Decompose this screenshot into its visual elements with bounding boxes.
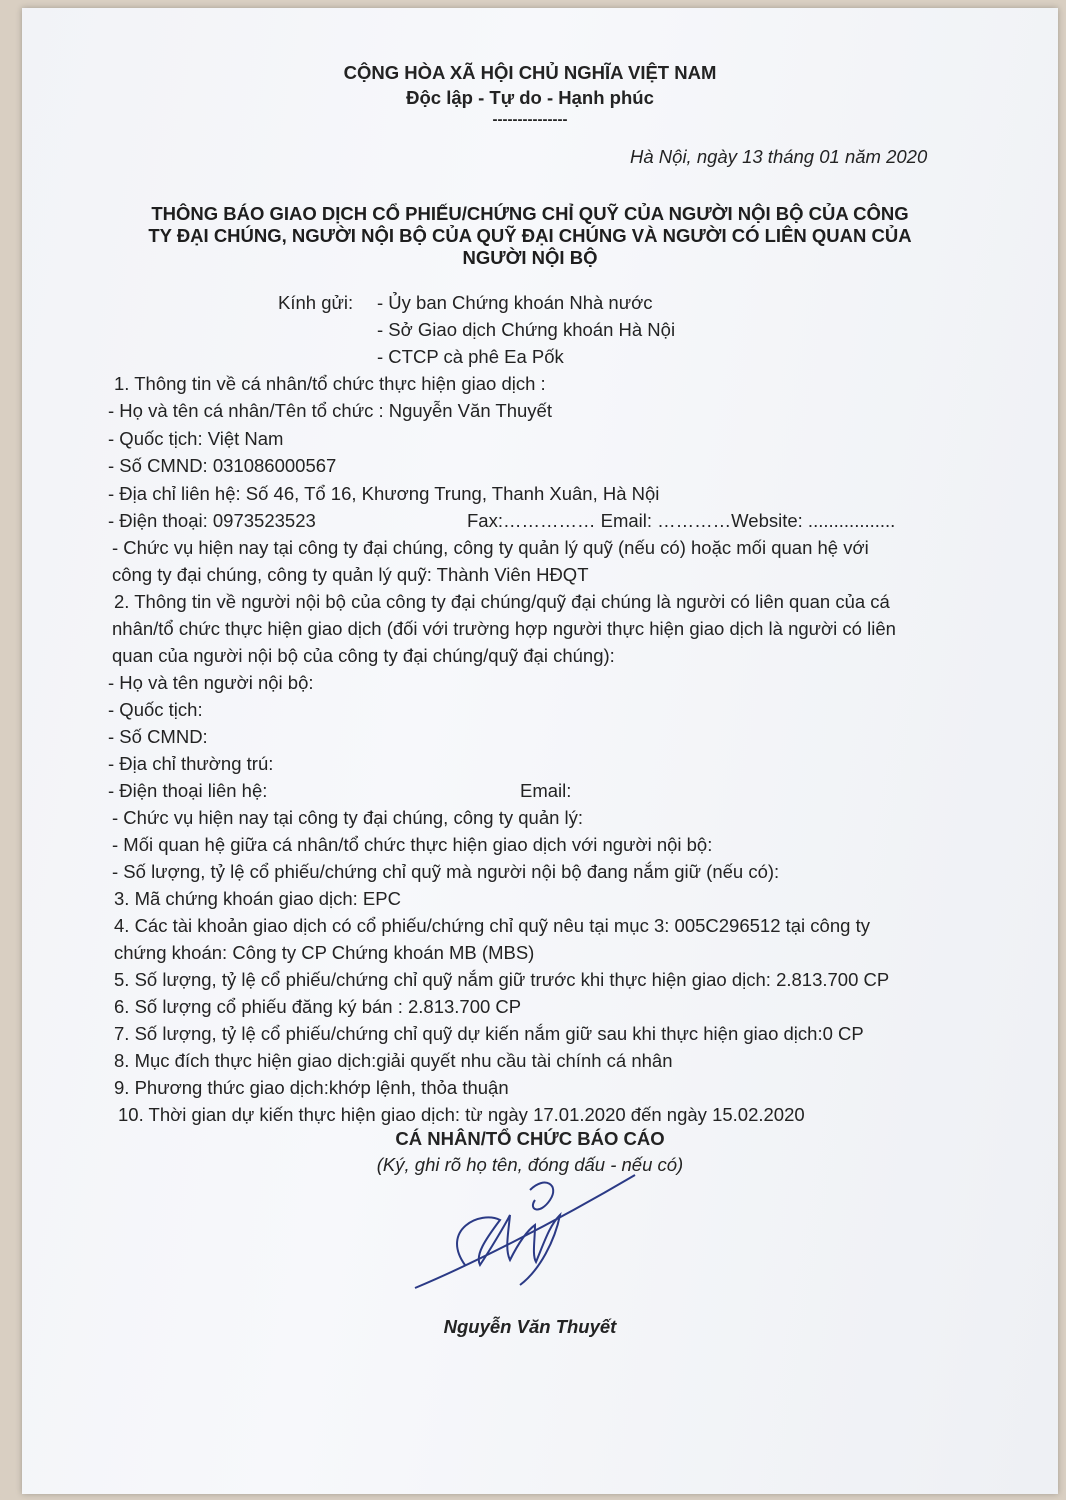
section1-id: - Số CMND: 031086000567 bbox=[108, 455, 337, 476]
motto: Độc lập - Tự do - Hạnh phúc bbox=[406, 87, 654, 108]
document-title-line-1: THÔNG BÁO GIAO DỊCH CỔ PHIẾU/CHỨNG CHỈ QUỸ CỦA NGƯỜI NỘI BỘ CỦA CÔNG bbox=[151, 203, 909, 224]
document-title-line-2: TY ĐẠI CHÚNG, NGƯỜI NỘI BỘ CỦA QUỸ ĐẠI CHÚNG VÀ NGƯỜI CÓ LIÊN QUAN CỦA bbox=[148, 225, 912, 246]
section1-position-line-2: công ty đại chúng, công ty quản lý quỹ: Thành Viên HĐQT bbox=[112, 564, 589, 585]
signature-note: (Ký, ghi rõ họ tên, đóng dấu - nếu có) bbox=[376, 1154, 684, 1175]
section2-heading-line-3: quan của người nội bộ của công ty đại chúng/quỹ đại chúng): bbox=[112, 645, 615, 666]
section1-address: - Địa chỉ liên hệ: Số 46, Tổ 16, Khương Trung, Thanh Xuân, Hà Nội bbox=[108, 483, 660, 504]
document-title-line-3: NGƯỜI NỘI BỘ bbox=[462, 247, 598, 268]
recipients-label: Kính gửi: bbox=[278, 292, 354, 313]
section1-nationality: - Quốc tịch: Việt Nam bbox=[108, 428, 284, 449]
section1-name: - Họ và tên cá nhân/Tên tổ chức : Nguyễn Văn Thuyết bbox=[108, 400, 552, 421]
item-4-account-line-2: chứng khoán: Công ty CP Chứng khoán MB (MBS) bbox=[114, 942, 535, 963]
section2-heading-line-1: 2. Thông tin về người nội bộ của công ty đại chúng/quỹ đại chúng là người có liên quan của cá bbox=[114, 591, 890, 612]
item-6-registered-sale: 6. Số lượng cổ phiếu đăng ký bán : 2.813.700 CP bbox=[114, 996, 522, 1017]
item-8-purpose: 8. Mục đích thực hiện giao dịch:giải quyết nhu cầu tài chính cá nhân bbox=[114, 1050, 673, 1071]
item-5-holding-before: 5. Số lượng, tỷ lệ cổ phiếu/chứng chỉ quỹ nắm giữ trước khi thực hiện giao dịch: 2.813.700 CP bbox=[114, 969, 890, 990]
item-7-holding-after: 7. Số lượng, tỷ lệ cổ phiếu/chứng chỉ quỹ dự kiến nắm giữ sau khi thực hiện giao dịch:0 CP bbox=[114, 1023, 864, 1044]
recipient-item: - Sở Giao dịch Chứng khoán Hà Nội bbox=[377, 319, 676, 340]
section2-email: Email: bbox=[520, 780, 572, 801]
section2-id: - Số CMND: bbox=[108, 726, 208, 747]
section1-position-line-1: - Chức vụ hiện nay tại công ty đại chúng, công ty quản lý quỹ (nếu có) hoặc mối quan hệ với bbox=[112, 537, 869, 558]
section1-fax-email-website: Fax:…………… Email: …………Website: ................. bbox=[467, 510, 896, 531]
item-9-method: 9. Phương thức giao dịch:khớp lệnh, thỏa thuận bbox=[114, 1077, 509, 1098]
item-10-period: 10. Thời gian dự kiến thực hiện giao dịch: từ ngày 17.01.2020 đến ngày 15.02.2020 bbox=[118, 1104, 805, 1125]
section2-relation: - Mối quan hệ giữa cá nhân/tổ chức thực hiện giao dịch với người nội bộ: bbox=[112, 834, 713, 855]
signer-name: Nguyễn Văn Thuyết bbox=[443, 1316, 617, 1337]
recipient-item: - Ủy ban Chứng khoán Nhà nước bbox=[377, 292, 653, 313]
section2-position: - Chức vụ hiện nay tại công ty đại chúng, công ty quản lý: bbox=[112, 807, 584, 828]
item-3-ticker: 3. Mã chứng khoán giao dịch: EPC bbox=[114, 888, 401, 909]
section1-phone: - Điện thoại: 0973523523 bbox=[108, 510, 316, 531]
section1-heading: 1. Thông tin về cá nhân/tổ chức thực hiện giao dịch : bbox=[114, 373, 546, 394]
section2-heading-line-2: nhân/tổ chức thực hiện giao dịch (đối với trường hợp người thực hiện giao dịch là người có liên bbox=[112, 618, 896, 639]
section2-address: - Địa chỉ thường trú: bbox=[108, 753, 274, 774]
section2-nationality: - Quốc tịch: bbox=[108, 699, 203, 720]
item-4-account-line-1: 4. Các tài khoản giao dịch có cổ phiếu/chứng chỉ quỹ nêu tại mục 3: 005C296512 tại công ty bbox=[114, 915, 870, 936]
handwritten-signature bbox=[410, 1170, 640, 1290]
recipient-item: - CTCP cà phê Ea Pốk bbox=[377, 346, 564, 367]
country-header: CỘNG HÒA XÃ HỘI CHỦ NGHĨA VIỆT NAM bbox=[343, 62, 717, 83]
document-date: Hà Nội, ngày 13 tháng 01 năm 2020 bbox=[630, 146, 928, 167]
section2-name: - Họ và tên người nội bộ: bbox=[108, 672, 314, 693]
signature-title: CÁ NHÂN/TỔ CHỨC BÁO CÁO bbox=[395, 1128, 665, 1149]
header-divider: --------------- bbox=[492, 111, 568, 128]
section2-holding: - Số lượng, tỷ lệ cổ phiếu/chứng chỉ quỹ mà người nội bộ đang nắm giữ (nếu có): bbox=[112, 861, 780, 882]
section2-phone: - Điện thoại liên hệ: bbox=[108, 780, 268, 801]
